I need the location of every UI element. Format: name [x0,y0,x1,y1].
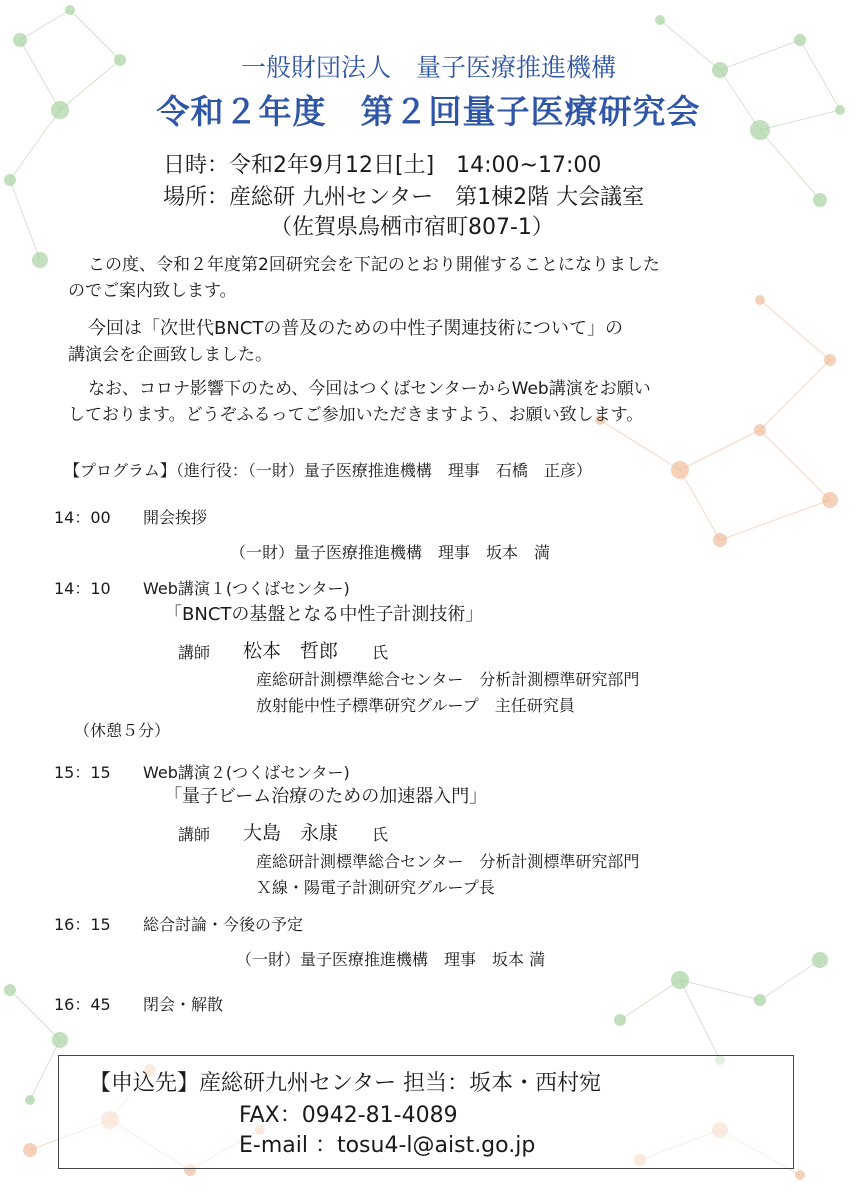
talk2-role: 講師 [178,825,211,844]
talk2-title: 「量子ビーム治療のための加速器入門」 [164,786,488,807]
talk2-time: 15：15 [54,763,111,782]
intro-paragraph-2-line-2: 講演会を企画致しました。 [68,345,272,365]
talk1-affiliation-2: 放射能中性子標準研究グループ 主任研究員 [256,696,575,715]
closing-time: 16：45 [54,995,111,1014]
talk1-role: 講師 [178,643,211,662]
event-location: 場所：産総研 九州センター 第1棟2階 大会議室 [163,185,645,210]
talk1-affiliation-1: 産総研計測標準総合センター 分析計測標準研究部門 [256,670,640,689]
talk1-honorific: 氏 [372,643,389,662]
talk2-affiliation-1: 産総研計測標準総合センター 分析計測標準研究部門 [256,852,640,871]
discussion-speaker: （一財）量子医療推進機構 理事 坂本 満 [236,950,546,969]
contact-line: 【申込先】産総研九州センター 担当：坂本・西村宛 [89,1071,602,1096]
discussion-time: 16：15 [54,915,111,934]
organization-name: 一般財団法人 量子医療推進機構 [240,53,616,82]
intro-paragraph-3-line-1: なお、コロナ影響下のため、今回はつくばセンターからWeb講演をお願い [88,379,651,399]
talk1-speaker-name: 松本 哲郎 [243,640,339,662]
opening-label: 開会挨拶 [143,508,208,527]
closing-label: 閉会・解散 [143,995,224,1014]
break-label: （休憩５分） [74,721,171,740]
talk1-title: 「BNCTの基盤となる中性子計測技術」 [164,604,484,625]
intro-paragraph-1-line-1: この度、令和２年度第2回研究会を下記のとおり開催することになりました [88,255,660,275]
intro-paragraph-3-line-2: しております。どうぞふるってご参加いただきますよう、お願い致します。 [68,405,644,425]
talk2-speaker-name: 大島 永康 [243,822,339,844]
contact-box [58,1055,794,1169]
event-address: （佐賀県鳥栖市宿町807-1） [270,215,554,240]
talk1-label: Web講演１(つくばセンター) [143,579,350,598]
event-datetime: 日時：令和2年9月12日[土] 14:00~17:00 [163,153,602,178]
opening-time: 14：00 [54,508,111,527]
opening-speaker: （一財）量子医療推進機構 理事 坂本 満 [230,543,551,562]
intro-paragraph-1-line-2: のでご案内致します。 [68,281,237,301]
talk2-honorific: 氏 [372,825,389,844]
discussion-label: 総合討論・今後の予定 [143,915,304,934]
intro-paragraph-2-line-1: 今回は「次世代BNCTの普及のための中性子関連技術について」の [88,318,624,339]
program-heading: 【プログラム】（進行役：（一財）量子医療推進機構 理事 石橋 正彦） [64,461,592,480]
talk1-time: 14：10 [54,579,111,598]
page-title: 令和２年度 第２回量子医療研究会 [156,92,701,131]
contact-email[interactable]: E-mail ：tosu4-l@aist.go.jp [239,1133,536,1158]
talk2-affiliation-2: Ｘ線・陽電子計測研究グループ長 [256,878,495,897]
talk2-label: Web講演２(つくばセンター) [143,763,350,782]
contact-fax: FAX：0942-81-4089 [239,1103,458,1128]
